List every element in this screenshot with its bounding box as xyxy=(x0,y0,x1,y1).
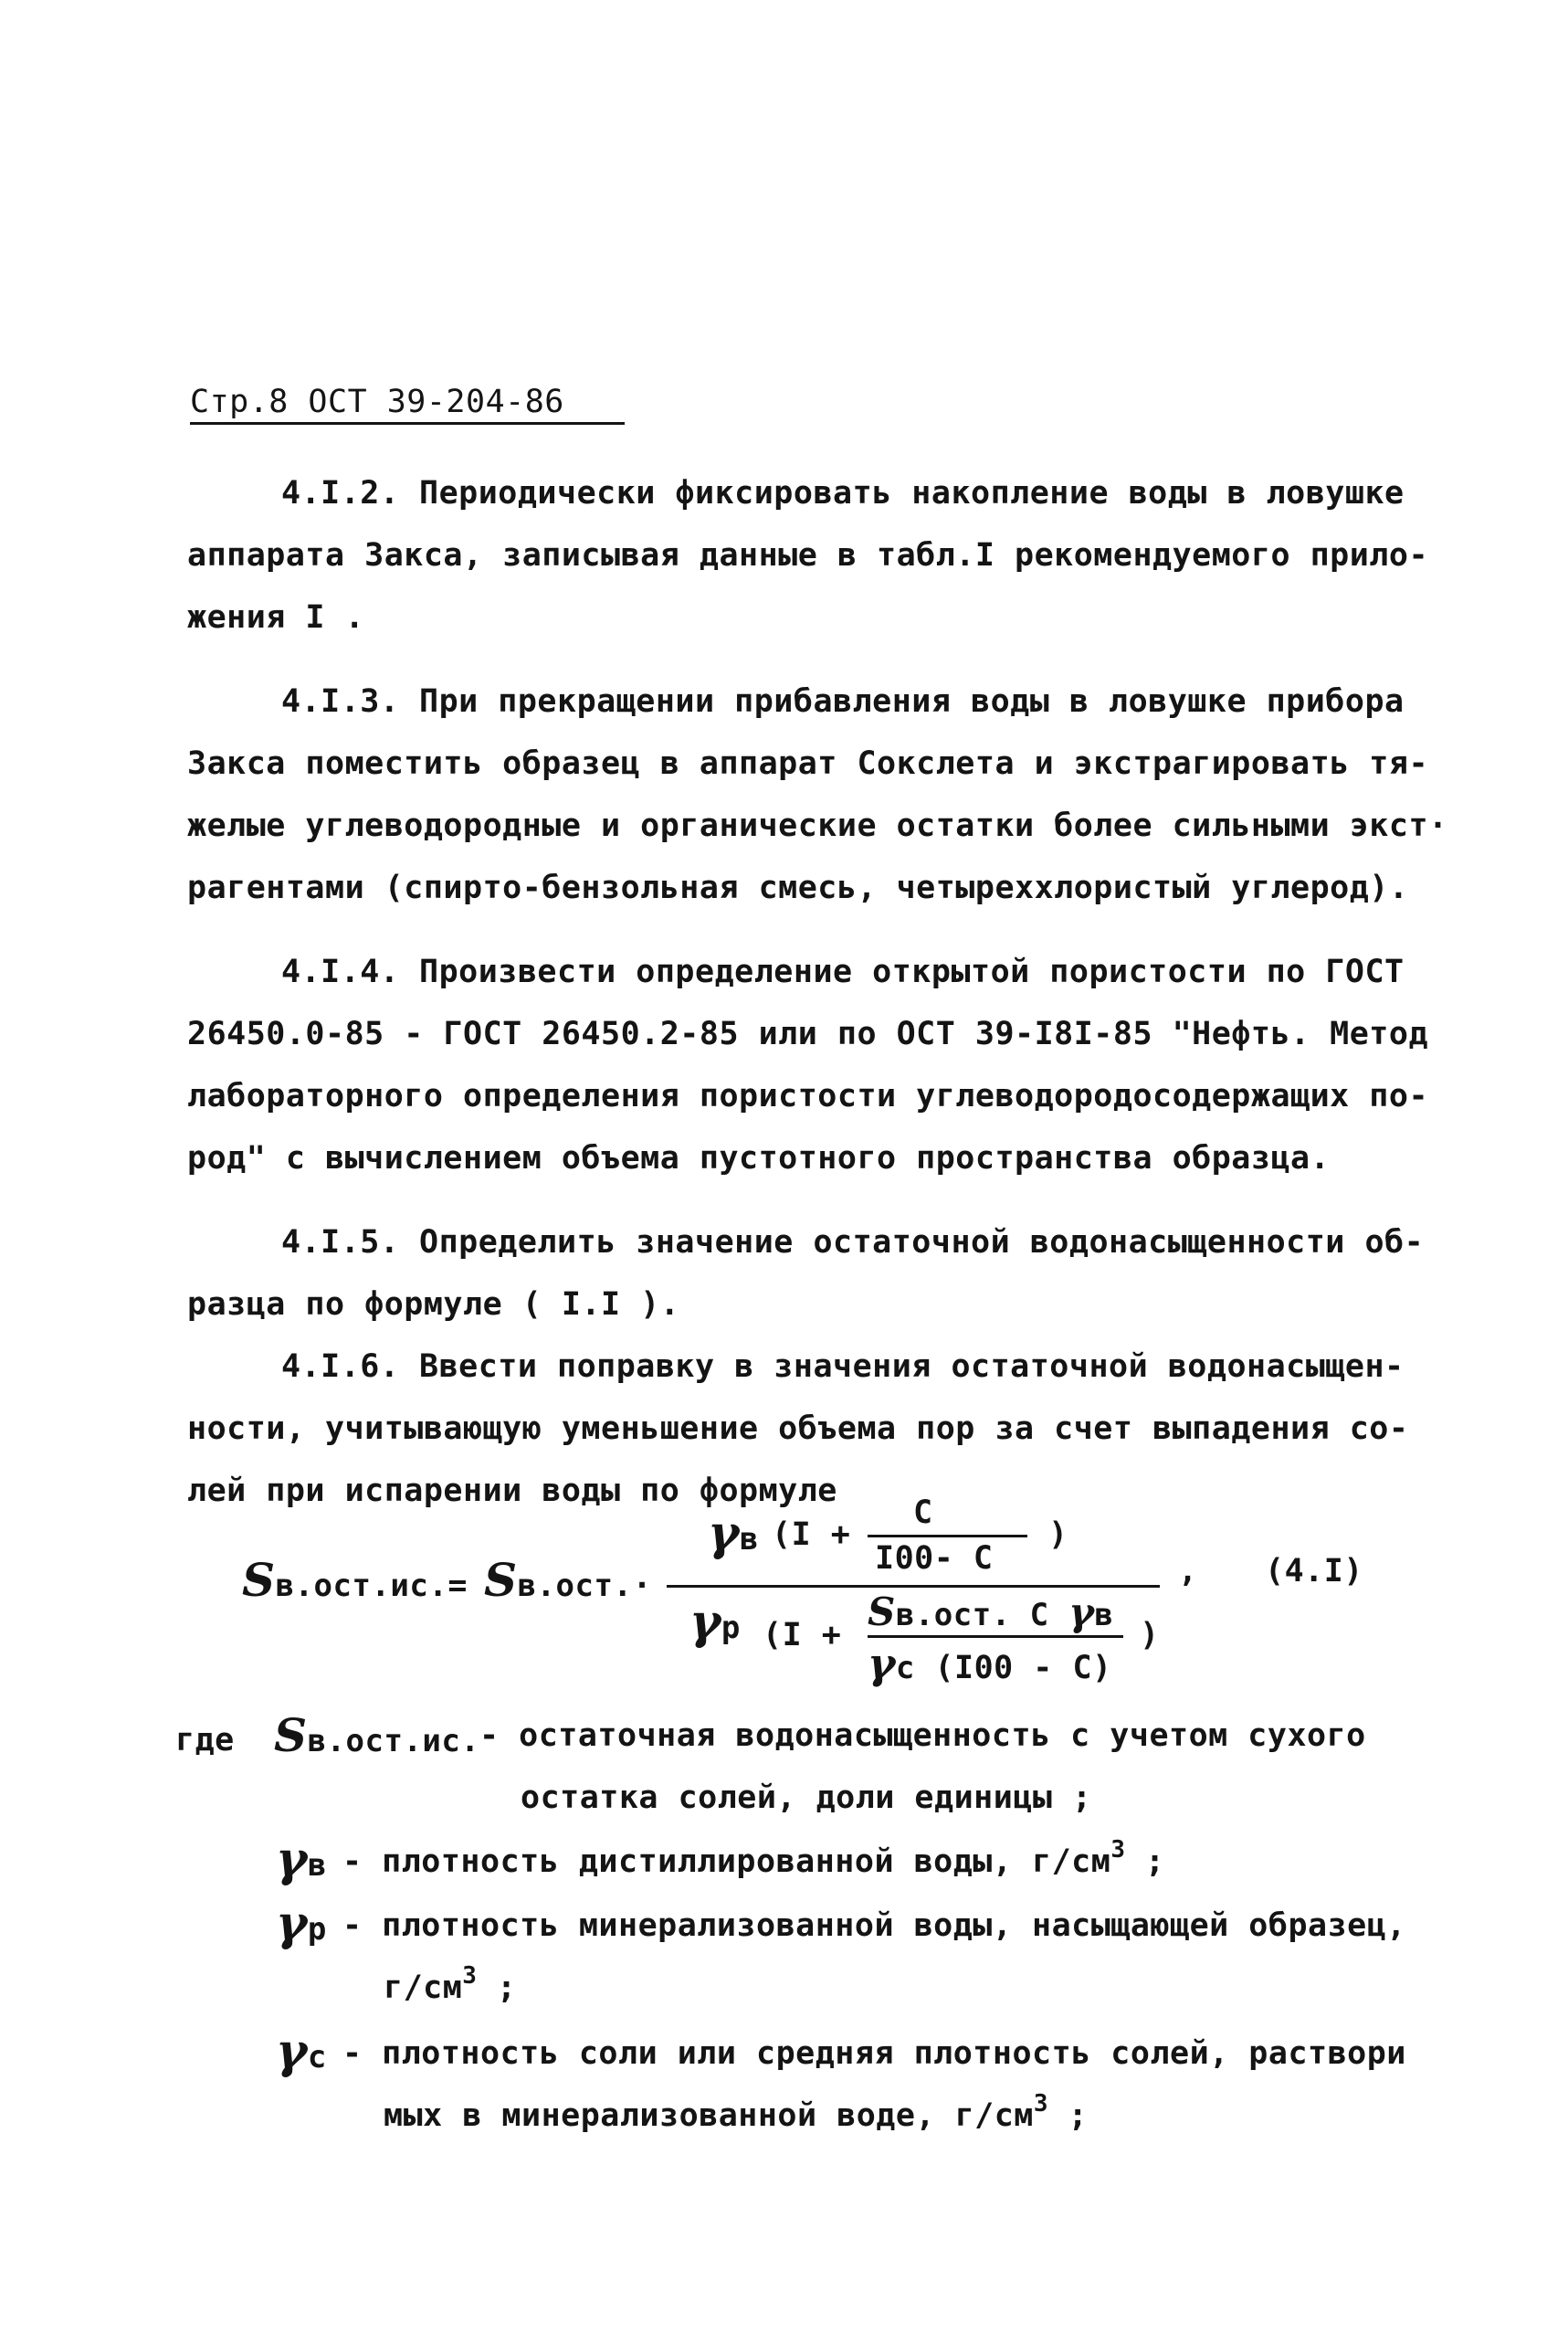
def-3-text-1: - плотность минерализованной воды, насыщающей образец, xyxy=(342,1907,1406,1944)
gamma-subscript: в xyxy=(307,1847,327,1884)
formula-comma: , xyxy=(1178,1553,1198,1589)
def-3-label: г/см xyxy=(384,1970,463,2006)
rhs-subscript: в.ост. xyxy=(517,1568,633,1604)
def-4-text-2 xyxy=(384,2090,1089,2134)
gamma-symbol: γ xyxy=(868,1639,896,1688)
para-4-1-5-line-1: 4.I.5. Определить значение остаточной водонасыщенности об- xyxy=(281,1224,1425,1261)
para-4-1-3-line-3: желые углеводородные и органические остатки более сильными экст· xyxy=(187,808,1448,844)
frac1-denominator: I00- C xyxy=(875,1540,994,1577)
para-4-1-4-line-3: лабораторного определения пористости углеводородосодержащих по- xyxy=(187,1078,1429,1114)
denominator-gamma-p xyxy=(689,1594,741,1650)
main-fraction-bar xyxy=(667,1585,1160,1588)
para-4-1-2-line-3: жения I . xyxy=(187,599,365,636)
frac2-numerator-text: в.ост. C xyxy=(895,1597,1049,1633)
def-2-text xyxy=(342,1836,1165,1880)
def-s-symbol xyxy=(274,1708,479,1762)
frac2-denominator-text: (I00 - C) xyxy=(934,1650,1112,1686)
gamma-symbol: γ xyxy=(708,1505,740,1561)
semicolon: ; xyxy=(497,1970,517,2006)
s-symbol: S xyxy=(274,1708,308,1762)
def-1-text-1: - остаточная водонасыщенность с учетом сухого xyxy=(479,1717,1366,1754)
gamma-subscript: в xyxy=(1094,1597,1114,1633)
equals-sign: = xyxy=(447,1568,468,1604)
formula-lhs xyxy=(242,1553,468,1607)
def-2-label: - плотность дистиллированной воды, г/см xyxy=(342,1843,1111,1880)
gamma-symbol: γ xyxy=(276,1832,308,1887)
para-4-1-2-line-2: аппарата Закса, записывая данные в табл.I рекомендуемого прило- xyxy=(187,537,1429,574)
multiply-dot: · xyxy=(632,1568,653,1604)
frac2-denominator xyxy=(868,1639,1112,1688)
para-4-1-6-line-2: ности, учитывающую уменьшение объема пор за счет выпадения со- xyxy=(187,1410,1409,1447)
para-4-1-4-line-2: 26450.0-85 - ГОСТ 26450.2-85 или по ОСТ 39-I8I-85 "Нефть. Метод xyxy=(187,1016,1429,1052)
para-4-1-6-line-3: лей при испарении воды по формуле xyxy=(187,1473,837,1509)
para-4-1-3-line-4: рагентами (спирто-бензольная смесь, четыреххлористый углерод). xyxy=(187,870,1409,906)
where-label: где xyxy=(175,1722,235,1758)
denominator-open: (I + xyxy=(763,1617,842,1653)
formula-rhs-factor xyxy=(484,1553,652,1607)
para-4-1-4-line-4: род" с вычислением объема пустотного пространства образца. xyxy=(187,1140,1331,1177)
para-4-1-2-line-1: 4.I.2. Периодически фиксировать накопление воды в ловушке xyxy=(281,475,1405,512)
s-symbol: S xyxy=(242,1553,276,1607)
def-gamma-c xyxy=(276,2023,327,2079)
formula-number: (4.I) xyxy=(1265,1553,1363,1589)
frac1-bar xyxy=(868,1535,1027,1537)
def-gamma-p xyxy=(276,1896,327,1951)
gamma-symbol: γ xyxy=(1068,1589,1095,1634)
gamma-symbol: γ xyxy=(276,1896,308,1951)
s-symbol: S xyxy=(484,1553,518,1607)
gamma-symbol: γ xyxy=(689,1594,721,1650)
superscript-3: 3 xyxy=(1033,2090,1049,2117)
gamma-symbol: γ xyxy=(276,2023,308,2079)
para-4-1-6-line-1: 4.I.6. Ввести поправку в значения остаточной водонасыщен- xyxy=(281,1348,1405,1385)
semicolon: ; xyxy=(1145,1843,1165,1880)
para-4-1-5-line-2: разца по формуле ( I.I ). xyxy=(187,1286,680,1323)
lhs-subscript: в.ост.ис. xyxy=(275,1568,448,1604)
superscript-3: 3 xyxy=(1110,1836,1126,1864)
gamma-subscript: р xyxy=(307,1911,327,1948)
gamma-subscript: р xyxy=(721,1610,741,1646)
def-gamma-v xyxy=(276,1832,327,1887)
para-4-1-3-line-1: 4.I.3. При прекращении прибавления воды в ловушке прибора xyxy=(281,683,1405,720)
frac2-numerator xyxy=(868,1589,1113,1634)
def-1-text-2: остатка солей, доли единицы ; xyxy=(521,1780,1092,1816)
semicolon: ; xyxy=(1068,2097,1089,2134)
def-s-subscript: в.ост.ис. xyxy=(307,1723,480,1759)
para-4-1-4-line-1: 4.I.4. Произвести определение открытой пористости по ГОСТ xyxy=(281,954,1405,990)
page-header: Стр.8 ОСТ 39-204-86 xyxy=(190,384,625,425)
s-symbol: S xyxy=(868,1589,896,1634)
gamma-subscript: в xyxy=(739,1521,759,1558)
def-4-text-1: - плотность соли или средняя плотность солей, раствори xyxy=(342,2035,1406,2072)
gamma-subscript: с xyxy=(307,2039,327,2075)
numerator-open: (I + xyxy=(772,1516,851,1553)
para-4-1-3-line-2: Закса поместить образец в аппарат Сокслета и экстрагировать тя- xyxy=(187,745,1429,782)
def-3-text-2 xyxy=(384,1962,517,2006)
superscript-3: 3 xyxy=(462,1962,478,1990)
frac1-numerator: C xyxy=(913,1494,933,1531)
gamma-subscript: с xyxy=(895,1650,915,1686)
numerator-gamma-v xyxy=(708,1505,759,1561)
def-4-label: мых в минерализованной воде, г/см xyxy=(384,2097,1034,2134)
numerator-close: ) xyxy=(1048,1516,1068,1553)
frac2-bar xyxy=(868,1635,1123,1638)
denominator-close: ) xyxy=(1140,1617,1160,1653)
